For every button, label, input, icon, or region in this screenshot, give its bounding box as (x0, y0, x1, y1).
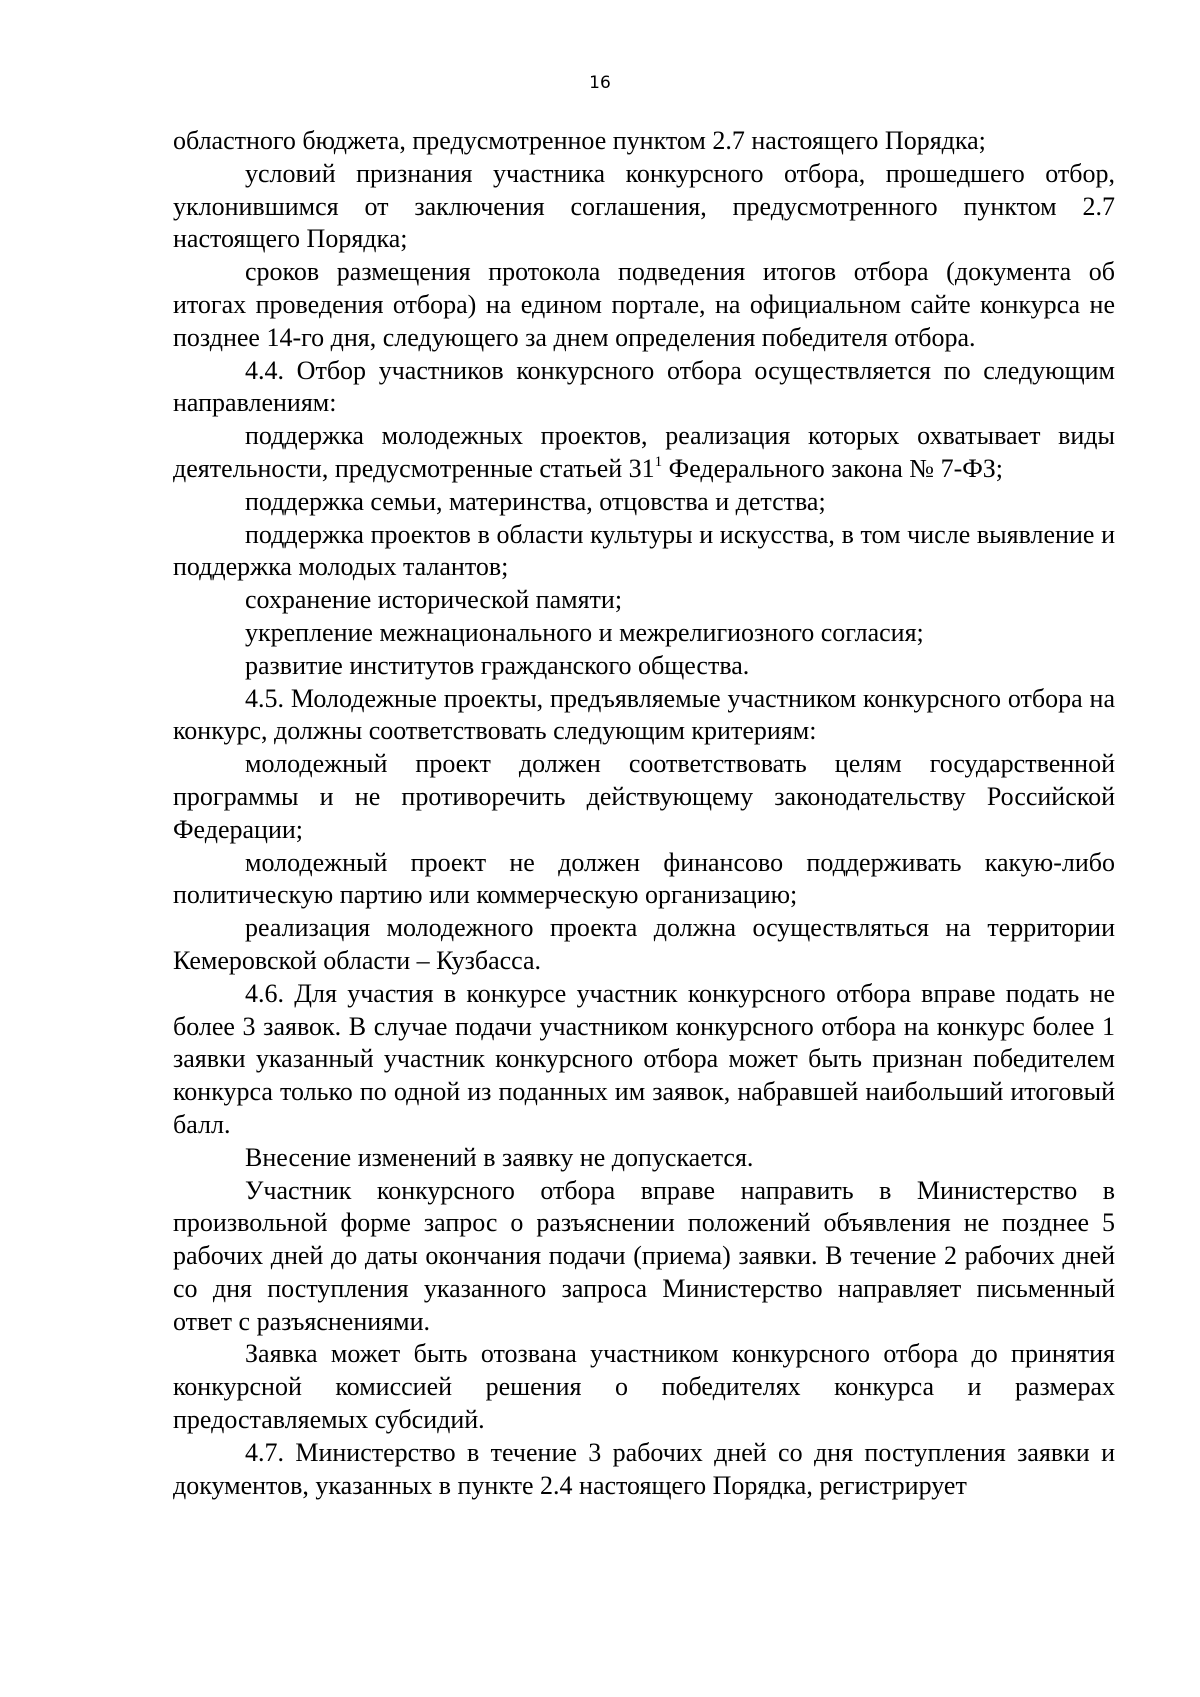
paragraph: молодежный проект должен соответствовать целям государственной программы и не противоречить действующему законодательству Российской Федерации; (173, 749, 1115, 844)
footnote-superscript: 1 (654, 453, 663, 470)
paragraph: условий признания участника конкурсного отбора, прошедшего отбор, уклонившимся от заключения соглашения, предусмотренного пунктом 2.7 настоящего Порядка; (173, 158, 1115, 254)
paragraph (173, 420, 1115, 486)
paragraph: поддержка семьи, материнства, отцовства и детства; (245, 486, 826, 516)
paragraph: областного бюджета, предусмотренное пунктом 2.7 настоящего Порядка; (173, 126, 986, 155)
paragraph: 4.7. Министерство в течение 3 рабочих дней со дня поступления заявки и документов, указанных в пункте 2.4 настоящего Порядка, регистрирует (173, 1437, 1115, 1500)
document-body (173, 125, 1115, 1502)
paragraph: сроков размещения протокола подведения итогов отбора (документа об итогах проведения отбора) на едином портале, на официальном сайте конкурса не позднее 14-го дня, следующего за днем определения победителя отбора. (173, 257, 1115, 352)
paragraph-text: поддержка молодежных проектов, реализация которых охватывает виды деятельности, предусмотренные статьей 31 (173, 421, 1115, 483)
paragraph: Внесение изменений в заявку не допускается. (245, 1142, 754, 1172)
paragraph: молодежный проект не должен финансово поддерживать какую-либо политическую партию или коммерческую организацию; (173, 847, 1115, 910)
paragraph: 4.6. Для участия в конкурсе участник конкурсного отбора вправе подать не более 3 заявок. В случае подачи участником конкурсного отбора на конкурс более 1 заявки указанный участник конкурсного отбора может быть признан победителем конкурса только по одной из поданных им заявок, набравшей наибольший итоговый балл. (173, 978, 1115, 1139)
paragraph: Заявка может быть отозвана участником конкурсного отбора до принятия конкурсной комиссией решения о победителях конкурса и размерах предоставляемых субсидий. (173, 1339, 1115, 1435)
paragraph-text-tail: Федерального закона № 7-ФЗ; (662, 453, 1004, 483)
paragraph: 4.5. Молодежные проекты, предъявляемые участником конкурсного отбора на конкурс, должны соответствовать следующим критериям: (173, 683, 1115, 746)
paragraph: укрепление межнационального и межрелигиозного согласия; (245, 617, 924, 647)
paragraph: развитие институтов гражданского общества. (245, 650, 750, 680)
paragraph: 4.4. Отбор участников конкурсного отбора осуществляется по следующим направлениям: (173, 355, 1115, 418)
page-number: 16 (589, 73, 611, 93)
paragraph: Участник конкурсного отбора вправе направить в Министерство в произвольной форме запрос о разъяснении положений объявления не позднее 5 рабочих дней до даты окончания подачи (приема) заявки. В течение 2 рабочих дней со дня поступления указанного запроса Министерство направляет письменный ответ с разъяснениями. (173, 1175, 1115, 1336)
paragraph: сохранение исторической памяти; (245, 585, 623, 615)
paragraph: реализация молодежного проекта должна осуществляться на территории Кемеровской области – Кузбасса. (173, 913, 1115, 975)
paragraph: поддержка проектов в области культуры и искусства, в том числе выявление и поддержка молодых талантов; (173, 519, 1115, 582)
